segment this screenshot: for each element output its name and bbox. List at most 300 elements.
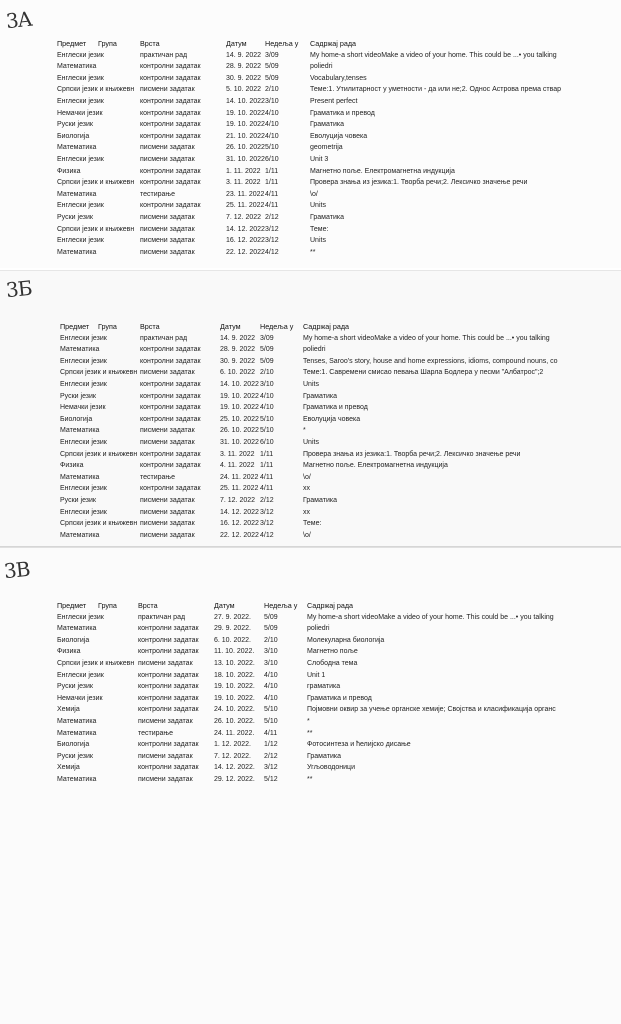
cell-subject: Енглески језик <box>60 334 107 342</box>
cell-content: Провера знања из језика:1. Творба речи;2. Лексичко значење речи <box>310 179 528 187</box>
table-row <box>0 189 621 201</box>
table-row <box>0 391 621 403</box>
table-row <box>0 530 621 542</box>
cell-content: Present perfect <box>310 97 358 105</box>
cell-subject: Енглески језик <box>60 438 107 446</box>
cell-date: 14. 12. 2022 <box>226 225 265 233</box>
table-row <box>0 131 621 143</box>
cell-content: Слободна тема <box>307 659 358 667</box>
cell-type: контролни задатак <box>140 74 201 82</box>
cell-week: 3/10 <box>264 648 278 656</box>
cell-subject: Математика <box>60 346 100 354</box>
cell-content: Појмовни оквир за учење органске хемије; Својства и класификација органс <box>307 706 556 714</box>
cell-content: \o/ <box>303 473 311 481</box>
header-date: Датум <box>220 322 241 331</box>
section-3a <box>0 0 621 268</box>
cell-content: poliedri <box>303 346 326 354</box>
cell-type: контролни задатак <box>138 694 199 702</box>
header-type: Врста <box>138 601 158 610</box>
cell-subject: Енглески језик <box>57 237 104 245</box>
table-row <box>0 344 621 356</box>
cell-week: 5/09 <box>264 613 278 621</box>
cell-subject: Енглески језик <box>60 508 107 516</box>
cell-content: Угљоводоници <box>307 764 355 772</box>
cell-subject: Руски језик <box>57 213 93 221</box>
cell-type: контролни задатак <box>138 636 199 644</box>
cell-week: 4/11 <box>265 190 279 198</box>
cell-week: 4/10 <box>264 683 278 691</box>
table-row <box>0 235 621 247</box>
cell-type: писмени задатак <box>138 717 193 725</box>
cell-date: 26. 10. 2022 <box>226 144 265 152</box>
cell-week: 3/12 <box>260 520 274 528</box>
cell-date: 3. 11. 2022 <box>220 450 255 458</box>
cell-content: Units <box>303 438 319 446</box>
cell-date: 14. 12. 2022. <box>214 764 255 772</box>
table-header <box>0 600 621 612</box>
cell-subject: Руски језик <box>60 496 96 504</box>
cell-date: 7. 12. 2022. <box>214 752 251 760</box>
cell-date: 7. 12. 2022 <box>226 213 262 221</box>
header-type: Врста <box>140 39 160 48</box>
cell-date: 31. 10. 2022 <box>226 155 265 163</box>
cell-subject: Српски језик и књижевн <box>57 179 135 187</box>
cell-week: 5/09 <box>265 63 279 71</box>
cell-type: контролни задатак <box>140 392 201 400</box>
cell-date: 4. 11. 2022 <box>220 462 255 470</box>
table-row <box>0 646 621 658</box>
cell-subject: Хемија <box>57 706 80 714</box>
cell-date: 24. 11. 2022 <box>220 473 259 481</box>
header-content: Садржај рада <box>303 322 350 331</box>
cell-week: 4/11 <box>260 473 274 481</box>
cell-subject: Српски језик и књижевн <box>57 659 135 667</box>
cell-type: контролни задатак <box>140 357 201 365</box>
cell-date: 19. 10. 2022 <box>220 404 259 412</box>
cell-subject: Српски језик и књижевн <box>60 520 138 528</box>
cell-type: контролни задатак <box>140 167 201 175</box>
cell-type: писмени задатак <box>140 144 195 152</box>
cell-subject: Математика <box>57 190 97 198</box>
cell-date: 25. 11. 2022 <box>226 202 265 210</box>
section-label: 3В <box>2 556 31 584</box>
table-row <box>0 84 621 96</box>
table-row <box>0 670 621 682</box>
cell-date: 11. 10. 2022. <box>214 648 255 656</box>
cell-date: 14. 10. 2022 <box>226 97 265 105</box>
table-row <box>0 61 621 73</box>
cell-content: Граматика <box>310 121 344 129</box>
cell-subject: Српски језик и књижевн <box>57 225 135 233</box>
cell-type: контролни задатак <box>138 706 199 714</box>
cell-date: 5. 10. 2022 <box>226 86 262 94</box>
cell-week: 1/12 <box>264 741 278 749</box>
table-row <box>0 379 621 391</box>
table-row <box>0 212 621 224</box>
cell-week: 4/10 <box>260 392 274 400</box>
cell-type: практичан рад <box>140 51 188 59</box>
header-group: Група <box>98 39 117 48</box>
cell-type: практичан рад <box>138 613 186 621</box>
cell-subject: Енглески језик <box>57 155 104 163</box>
cell-subject: Физика <box>60 462 84 470</box>
table-row <box>0 658 621 670</box>
cell-type: писмени задатак <box>140 155 195 163</box>
cell-date: 28. 9. 2022 <box>226 63 262 71</box>
cell-type: писмени задатак <box>140 427 195 435</box>
cell-date: 19. 10. 2022 <box>220 392 259 400</box>
header-group: Група <box>98 322 117 331</box>
cell-subject: Биологија <box>57 636 90 644</box>
header-week: Недеља у <box>260 322 294 331</box>
cell-type: контролни задатак <box>138 671 199 679</box>
cell-type: контролни задатак <box>140 380 201 388</box>
header-week: Недеља у <box>265 39 299 48</box>
cell-date: 14. 9. 2022 <box>220 334 256 342</box>
table-row <box>0 367 621 379</box>
cell-week: 6/10 <box>260 438 274 446</box>
schedule-table <box>0 38 621 258</box>
cell-subject: Биологија <box>60 415 93 423</box>
header-group: Група <box>98 601 117 610</box>
cell-content: poliedri <box>307 625 330 633</box>
header-content: Садржај рада <box>307 601 354 610</box>
cell-date: 28. 9. 2022 <box>220 346 256 354</box>
cell-date: 21. 10. 2022 <box>226 132 265 140</box>
cell-type: писмени задатак <box>140 369 195 377</box>
table-row <box>0 177 621 189</box>
cell-week: 1/11 <box>260 450 274 458</box>
section-3v <box>0 547 621 1024</box>
cell-week: 5/10 <box>260 415 274 423</box>
header-subject: Предмет <box>60 322 90 331</box>
table-row <box>0 449 621 461</box>
table-row <box>0 247 621 259</box>
cell-type: контролни задатак <box>138 741 199 749</box>
cell-content: Граматика <box>303 392 337 400</box>
cell-type: тестирање <box>138 729 174 737</box>
cell-subject: Немачки језик <box>57 109 103 117</box>
table-row <box>0 728 621 740</box>
cell-content: My home-a short videoMake a video of your home. This could be ...• you talking <box>303 334 550 342</box>
table-row <box>0 50 621 62</box>
cell-type: писмени задатак <box>138 775 193 783</box>
table-header <box>0 321 621 333</box>
cell-type: практичан рад <box>140 334 188 342</box>
section-label: 3A <box>4 6 33 34</box>
cell-content: poliedri <box>310 63 333 71</box>
cell-week: 3/12 <box>260 508 274 516</box>
header-subject: Предмет <box>57 39 87 48</box>
cell-subject: Енглески језик <box>57 671 104 679</box>
cell-content: Граматика <box>303 496 337 504</box>
table-header <box>0 38 621 50</box>
cell-type: тестирање <box>140 190 176 198</box>
cell-subject: Биологија <box>57 741 90 749</box>
cell-date: 29. 9. 2022. <box>214 625 251 633</box>
table-row <box>0 224 621 236</box>
cell-subject: Руски језик <box>57 683 93 691</box>
table-row <box>0 142 621 154</box>
cell-week: 4/10 <box>265 132 279 140</box>
cell-content: Теме: <box>303 520 322 528</box>
cell-content: Теме: <box>310 225 329 233</box>
cell-subject: Математика <box>57 775 97 783</box>
cell-date: 16. 12. 2022 <box>220 520 259 528</box>
cell-content: My home-a short videoMake a video of your home. This could be ...• you talking <box>307 613 554 621</box>
cell-content: Теме:1. Савремени смисао певања Шарла Бодлера у песми "Албатрос";2 <box>303 369 544 377</box>
cell-date: 1. 12. 2022. <box>214 741 251 749</box>
table-row <box>0 119 621 131</box>
cell-date: 19. 10. 2022. <box>214 683 255 691</box>
cell-subject: Немачки језик <box>60 404 106 412</box>
cell-subject: Немачки језик <box>57 694 103 702</box>
cell-type: контролни задатак <box>140 109 201 117</box>
cell-type: контролни задатак <box>140 202 201 210</box>
cell-week: 3/09 <box>260 334 274 342</box>
cell-week: 2/10 <box>264 636 278 644</box>
table-row <box>0 612 621 624</box>
cell-subject: Физика <box>57 167 81 175</box>
cell-week: 2/12 <box>264 752 278 760</box>
cell-subject: Енглески језик <box>57 51 104 59</box>
cell-type: писмени задатак <box>140 237 195 245</box>
cell-type: контролни задатак <box>138 625 199 633</box>
cell-content: \o/ <box>303 531 311 539</box>
table-row <box>0 425 621 437</box>
cell-content: xx <box>303 508 310 516</box>
cell-week: 4/10 <box>265 109 279 117</box>
cell-content: ** <box>307 729 313 737</box>
cell-content: Провера знања из језика:1. Творба речи;2. Лексичко значење речи <box>303 450 521 458</box>
cell-date: 30. 9. 2022 <box>220 357 256 365</box>
cell-week: 4/12 <box>260 531 274 539</box>
cell-content: Units <box>310 237 326 245</box>
cell-date: 26. 10. 2022. <box>214 717 255 725</box>
cell-date: 23. 11. 2022 <box>226 190 265 198</box>
cell-subject: Руски језик <box>60 392 96 400</box>
cell-content: My home-a short videoMake a video of your home. This could be ...• you talking <box>310 51 557 59</box>
table-row <box>0 472 621 484</box>
table-row <box>0 356 621 368</box>
cell-week: 5/09 <box>265 74 279 82</box>
header-subject: Предмет <box>57 601 87 610</box>
header-week: Недеља у <box>264 601 298 610</box>
cell-content: Unit 3 <box>310 155 329 163</box>
table-row <box>0 166 621 178</box>
cell-subject: Српски језик и књижевн <box>60 450 138 458</box>
table-row <box>0 200 621 212</box>
table-row <box>0 693 621 705</box>
cell-content: Магнетно поље. Електромагнетна индукција <box>310 167 455 175</box>
cell-date: 31. 10. 2022 <box>220 438 259 446</box>
header-date: Датум <box>226 39 247 48</box>
cell-content: Фотосинтеза и ћелијско дисање <box>307 741 411 749</box>
cell-date: 14. 10. 2022 <box>220 380 259 388</box>
cell-subject: Руски језик <box>57 752 93 760</box>
cell-content: Units <box>303 380 319 388</box>
cell-content: Tenses, Saroo's story, house and home expressions, idioms, compound nouns, co <box>303 357 558 365</box>
schedule-table <box>0 600 621 786</box>
cell-date: 1. 11. 2022 <box>226 167 261 175</box>
cell-subject: Енглески језик <box>60 485 107 493</box>
cell-date: 14. 12. 2022 <box>220 508 259 516</box>
cell-week: 5/10 <box>260 427 274 435</box>
cell-type: писмени задатак <box>140 86 195 94</box>
cell-subject: Математика <box>60 473 100 481</box>
cell-subject: Математика <box>60 531 100 539</box>
cell-subject: Математика <box>60 427 100 435</box>
cell-type: контролни задатак <box>140 485 201 493</box>
cell-date: 16. 12. 2022 <box>226 237 265 245</box>
cell-week: 3/12 <box>265 225 279 233</box>
table-row <box>0 518 621 530</box>
cell-date: 22. 12. 2022 <box>220 531 259 539</box>
cell-week: 4/11 <box>260 485 274 493</box>
cell-type: контролни задатак <box>140 63 201 71</box>
cell-date: 24. 11. 2022. <box>214 729 255 737</box>
cell-content: граматика <box>307 683 341 691</box>
cell-week: 3/10 <box>265 97 279 105</box>
cell-week: 2/12 <box>260 496 274 504</box>
cell-type: писмени задатак <box>140 520 195 528</box>
cell-type: контролни задатак <box>140 121 201 129</box>
cell-week: 4/10 <box>260 404 274 412</box>
cell-content: Units <box>310 202 326 210</box>
cell-week: 3/12 <box>264 764 278 772</box>
cell-subject: Физика <box>57 648 81 656</box>
cell-week: 2/10 <box>265 86 279 94</box>
section-3b <box>0 270 621 547</box>
cell-week: 3/10 <box>264 659 278 667</box>
cell-date: 6. 10. 2022. <box>214 636 251 644</box>
cell-subject: Српски језик и књижевн <box>57 86 135 94</box>
header-type: Врста <box>140 322 160 331</box>
cell-week: 2/12 <box>265 213 279 221</box>
cell-week: 1/11 <box>260 462 274 470</box>
cell-type: контролни задатак <box>138 683 199 691</box>
header-date: Датум <box>214 601 235 610</box>
cell-date: 13. 10. 2022. <box>214 659 255 667</box>
cell-week: 2/10 <box>260 369 274 377</box>
cell-content: ** <box>310 248 316 256</box>
cell-week: 1/11 <box>265 179 279 187</box>
table-row <box>0 402 621 414</box>
header-content: Садржај рада <box>310 39 357 48</box>
cell-content: geometrija <box>310 144 343 152</box>
table-row <box>0 108 621 120</box>
cell-week: 5/12 <box>264 775 278 783</box>
cell-week: 4/10 <box>264 694 278 702</box>
cell-subject: Енглески језик <box>57 613 104 621</box>
cell-type: писмени задатак <box>140 225 195 233</box>
table-row <box>0 704 621 716</box>
cell-content: Молекуларна биологија <box>307 636 385 644</box>
cell-type: контролни задатак <box>138 764 199 772</box>
cell-type: контролни задатак <box>140 97 201 105</box>
cell-subject: Српски језик и књижевн <box>60 369 138 377</box>
cell-type: контролни задатак <box>140 462 201 470</box>
cell-week: 5/10 <box>265 144 279 152</box>
cell-week: 4/11 <box>265 202 279 210</box>
cell-date: 19. 10. 2022 <box>226 109 265 117</box>
cell-content: ** <box>307 775 313 783</box>
table-row <box>0 495 621 507</box>
cell-type: контролни задатак <box>140 179 201 187</box>
cell-type: контролни задатак <box>138 648 199 656</box>
cell-subject: Математика <box>57 729 97 737</box>
table-row <box>0 774 621 786</box>
cell-date: 25. 11. 2022 <box>220 485 259 493</box>
cell-week: 3/10 <box>260 380 274 388</box>
cell-subject: Руски језик <box>57 121 93 129</box>
table-row <box>0 73 621 85</box>
table-row <box>0 460 621 472</box>
cell-subject: Математика <box>57 248 97 256</box>
cell-content: Граматика <box>307 752 341 760</box>
cell-content: Магнетно поље. Електромагнетна индукција <box>303 462 448 470</box>
cell-type: писмени задатак <box>138 752 193 760</box>
cell-date: 25. 10. 2022 <box>220 415 259 423</box>
cell-week: 6/10 <box>265 155 279 163</box>
cell-week: 3/09 <box>265 51 279 59</box>
cell-content: Граматика и превод <box>307 694 372 702</box>
cell-content: Теме:1. Утилитарност у уметности - да или не;2. Однос Астрова према ствар <box>310 86 562 94</box>
table-row <box>0 333 621 345</box>
cell-week: 4/10 <box>265 121 279 129</box>
cell-date: 14. 9. 2022 <box>226 51 262 59</box>
cell-type: писмени задатак <box>138 659 193 667</box>
cell-subject: Хемија <box>57 764 80 772</box>
cell-date: 22. 12. 2022 <box>226 248 265 256</box>
cell-date: 30. 9. 2022 <box>226 74 262 82</box>
cell-subject: Енглески језик <box>57 97 104 105</box>
cell-type: писмени задатак <box>140 248 195 256</box>
cell-date: 7. 12. 2022 <box>220 496 256 504</box>
cell-content: Еволуција човека <box>303 415 361 423</box>
table-row <box>0 507 621 519</box>
cell-content: Магнетно поље <box>307 648 358 656</box>
table-row <box>0 414 621 426</box>
cell-date: 27. 9. 2022. <box>214 613 251 621</box>
cell-subject: Енглески језик <box>60 380 107 388</box>
cell-type: писмени задатак <box>140 213 195 221</box>
cell-week: 5/09 <box>264 625 278 633</box>
cell-date: 19. 10. 2022. <box>214 694 255 702</box>
cell-subject: Енглески језик <box>57 202 104 210</box>
cell-type: писмени задатак <box>140 531 195 539</box>
cell-type: писмени задатак <box>140 438 195 446</box>
cell-date: 6. 10. 2022 <box>220 369 256 377</box>
table-row <box>0 96 621 108</box>
cell-date: 3. 11. 2022 <box>226 179 261 187</box>
cell-subject: Математика <box>57 144 97 152</box>
cell-subject: Математика <box>57 625 97 633</box>
cell-type: контролни задатак <box>140 404 201 412</box>
cell-week: 1/11 <box>265 167 279 175</box>
table-row <box>0 739 621 751</box>
table-row <box>0 437 621 449</box>
table-row <box>0 716 621 728</box>
cell-date: 24. 10. 2022. <box>214 706 255 714</box>
cell-content: Еволуција човека <box>310 132 368 140</box>
table-row <box>0 635 621 647</box>
cell-subject: Енглески језик <box>60 357 107 365</box>
table-row <box>0 483 621 495</box>
cell-type: контролни задатак <box>140 415 201 423</box>
cell-subject: Математика <box>57 717 97 725</box>
cell-content: Unit 1 <box>307 671 326 679</box>
